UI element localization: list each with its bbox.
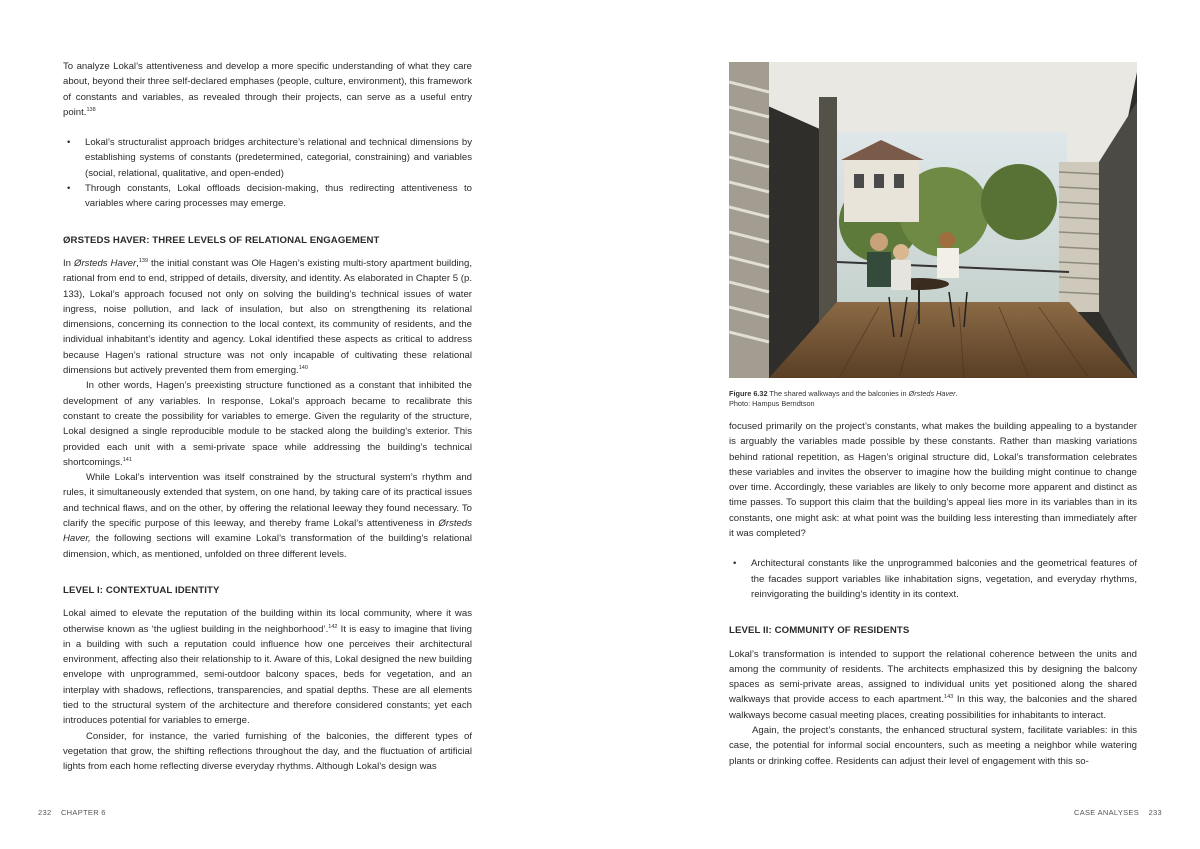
photo-credit: Photo: Hampus Berndtson xyxy=(729,399,815,408)
intro-paragraph: To analyze Lokal’s attentiveness and develop a more specific understanding of what they care about, beyond their three self-declared emphases (people, culture, environment), this framework of constants and variables, as revealed through their projects, can serve as a useful entry point.$^{138}$ xyxy=(63,61,473,118)
left-bullet-list xyxy=(63,135,472,211)
running-head: CHAPTER 6 xyxy=(60,808,106,817)
left-text-column xyxy=(63,59,472,774)
list-item: • Architectural constants like the unprogrammed balconies and the geometrical features of the facades support variables like inhabitation signs, vegetation, and everyday rhythms, reinvigorating the building’s identity in its context. xyxy=(729,556,1137,602)
list-item: • Through constants, Lokal offloads decision-making, thus redirecting attentiveness to variables where caring processes may emerge. xyxy=(63,181,472,212)
body-paragraph: While Lokal’s intervention was itself constrained by the structural system’s rhythm and rules, it simultaneously extended that system, on one hand, by taking care of its practical issues and technical flaws, and on the other, by offering the relational leeway they found necessary. To clarify the specific purpose of this leeway, and thereby frame Lokal’s attentiveness in Ørsteds Haver, the following sections will examine Lokal’s transformation of the building’s relational dimension, which, as mentioned, unfolded on three different levels. xyxy=(63,472,472,560)
right-page xyxy=(600,0,1200,849)
page-number: 232 xyxy=(38,808,52,817)
page-number: 233 xyxy=(1148,808,1162,817)
right-bullet-list xyxy=(729,556,1137,602)
footnote-ref[interactable]: 139 xyxy=(138,257,149,264)
section-heading-level-1: LEVEL I: CONTEXTUAL IDENTITY xyxy=(63,584,220,596)
footnote-ref[interactable]: 138 xyxy=(86,106,96,113)
body-paragraph: In other words, Hagen’s preexisting structure functioned as a constant that inhibited the development of any variables. In response, Lokal’s approach became to recalibrate this constant to create the possibility for variables to emerge. Given the regularity of the structure, Lokal designed a single reproducible module to be stacked along the building’s exterior. This provided each unit with a semi-private space while addressing the building’s technical shortcomings.$^{141}$ xyxy=(63,380,472,468)
left-footer xyxy=(38,808,106,817)
body-paragraph: In Ørsteds Haver,$^{139}$ the initial constant was Ole Hagen’s existing multi-story apartment building, rational from end to end, stripped of details, diversity, and identity. As elaborated in Chapter 5 (p. 133), Lokal’s approach focused not only on solving the building’s technical issues of water ingress, noise pollution, and lack of insulation, but also on strengthening its relational dimensions, concerning its connection to the local context, its community of residents, and the individual inhabitant’s identity and agency. Lokal identified these aspects as critical to address because Hagen’s rational structure was not only incapable of cultivating these relational dimensions but actively prevented them from emerging.$^{140}$ xyxy=(63,257,472,377)
balcony-photo-illustration xyxy=(729,62,1137,378)
list-item: • Lokal’s structuralist approach bridges architecture’s relational and technical dimensions by establishing systems of constants (predetermined, categorial, constraining) and variables (social, relational, qualitative, and open-ended) xyxy=(63,135,472,181)
section-heading-orsteds-haver: ØRSTEDS HAVER: THREE LEVELS OF RELATIONAL ENGAGEMENT xyxy=(63,234,380,246)
footnote-ref[interactable]: 142 xyxy=(328,623,338,630)
body-paragraph: Lokal aimed to elevate the reputation of the building within its local community, where it was otherwise known as ‘the ugliest building in the neighborhood’.$^{142}$ It is easy to imagine that living in a building with such a reputation could influence how one perceives their architectural environment, affecting also their relationship to it. Aware of this, Lokal designed the new building envelope with unprogrammed, semi-outdoor balcony spaces, beds for vegetation, and an interplay with shadows, reflections, transparencies, and spatial depths. These are all elements tied to the structural system of the architecture and therefore considered constants; yet each introduces potential for variables to emerge. xyxy=(63,608,472,727)
right-text-column xyxy=(729,419,1137,769)
body-paragraph: Lokal’s transformation is intended to support the relational coherence between the units and among the community of residents. The architects emphasized this by designing the balcony spaces as semi-private areas, assigned to individual units yet positioned along the shared walkways that provide access to each apartment.$^{143}$ In this way, the balconies and the shared walkways become casual meeting places, creating possibilities for inhabitants to interact. xyxy=(729,648,1137,721)
footnote-ref[interactable]: 140 xyxy=(298,365,308,372)
body-paragraph: focused primarily on the project’s constants, what makes the building appealing to a bystander is arguably the variables made possible by these constants. Rather than masking variations behind rational repetition, as Hagen’s original structure did, Lokal’s transformation celebrates these variables and invites the observer to imagine how the building might continue to change over time. Accordingly, these variables are likely to only become more apparent and distinct as time passes. To support this claim that the building’s appeal lies more in its variables than in its constants, one might ask: at what point was the building less interesting than immediately after it was completed? xyxy=(729,421,1137,540)
body-paragraph: Again, the project’s constants, the enhanced structural system, facilitate variables: in this case, the potential for informal social encounters, such as meeting a neighbor while watering plants or drinking coffee. Residents can adjust their level of engagement with this so- xyxy=(729,725,1137,767)
figure-caption: Figure 6.32 The shared walkways and the balconies in Ørsteds Haver. Photo: Hampus Berndtson xyxy=(729,389,958,408)
body-paragraph: Consider, for instance, the varied furnishing of the balconies, the different types of vegetation that grow, the shifting reflections throughout the day, and the fluctuation of artificial lights from each home reflecting diverse everyday rhythms. Although Lokal’s design was xyxy=(63,730,472,773)
running-head: CASE ANALYSES xyxy=(1073,808,1140,817)
footnote-ref[interactable]: 143 xyxy=(944,694,954,701)
right-footer xyxy=(1074,808,1162,817)
section-heading-level-2: LEVEL II: COMMUNITY OF RESIDENTS xyxy=(729,625,910,637)
figure-photo xyxy=(729,62,1137,378)
footnote-ref[interactable]: 141 xyxy=(122,456,132,463)
